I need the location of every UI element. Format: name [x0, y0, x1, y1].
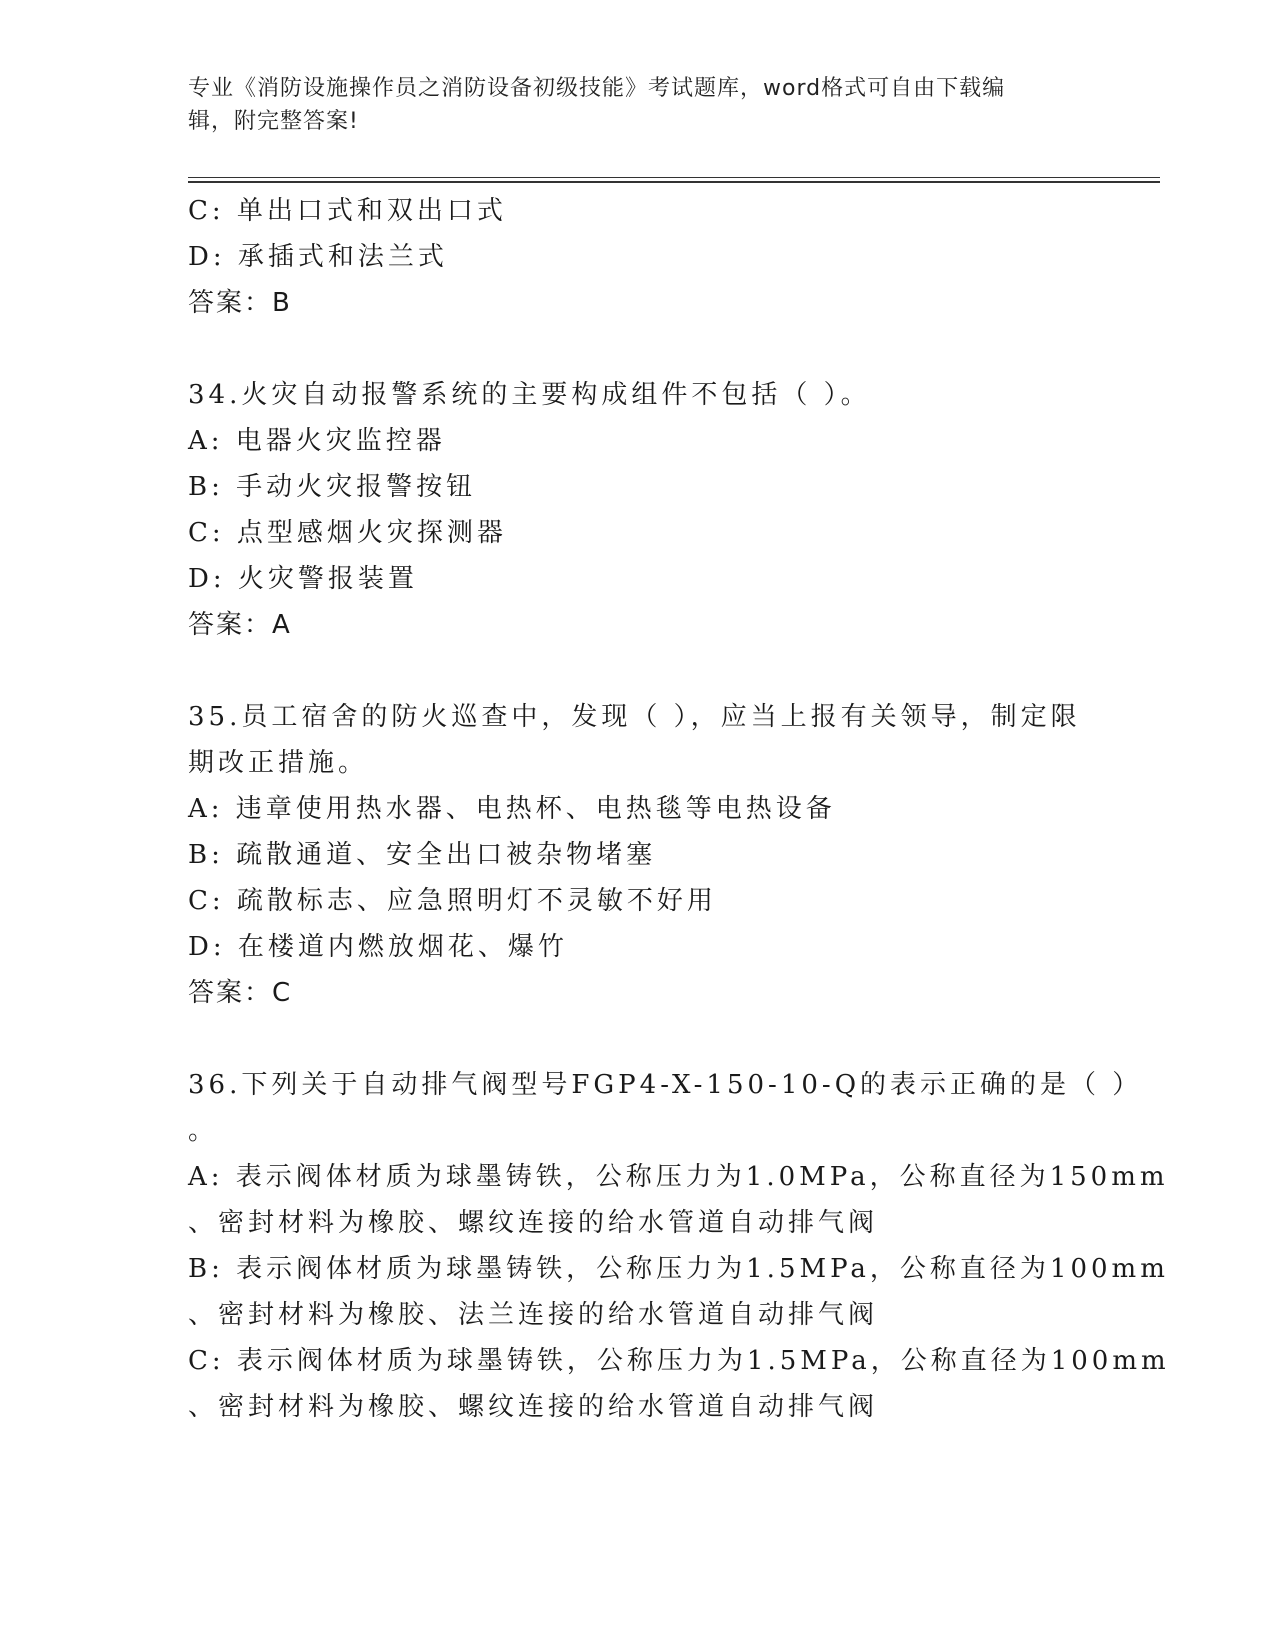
question-35 — [188, 694, 1088, 1016]
option-a: A: 违章使用热水器、电热杯、电热毯等电热设备 — [188, 794, 836, 824]
question-content — [188, 188, 1170, 1430]
question-stem-line-2: 。 — [188, 1116, 219, 1146]
spacer — [188, 1016, 1088, 1062]
header-line-1: 专业《消防设施操作员之消防设备初级技能》考试题库，word格式可自由下载编 — [188, 76, 1006, 101]
option-c-line-2: 、密封材料为橡胶、螺纹连接的给水管道自动排气阀 — [188, 1392, 879, 1422]
page-header — [188, 72, 1088, 138]
question-stem-line-1: 36.下列关于自动排气阀型号FGP4-X-150-10-Q的表示正确的是（ ） — [188, 1070, 1143, 1100]
option-c: C: 单出口式和双出口式 — [188, 196, 507, 226]
spacer — [188, 326, 1088, 372]
option-b-line-2: 、密封材料为橡胶、法兰连接的给水管道自动排气阀 — [188, 1300, 879, 1330]
answer-line: 答案：B — [188, 288, 292, 318]
option-d: D: 在楼道内燃放烟花、爆竹 — [188, 932, 568, 962]
option-c: C: 疏散标志、应急照明灯不灵敏不好用 — [188, 886, 717, 916]
answer-line: 答案：C — [188, 978, 293, 1008]
question-34 — [188, 372, 1088, 648]
header-line-2: 辑，附完整答案! — [188, 109, 359, 134]
question-stem: 34.火灾自动报警系统的主要构成组件不包括（ ）。 — [188, 380, 871, 410]
option-d: D: 承插式和法兰式 — [188, 242, 448, 272]
option-a: A: 电器火灾监控器 — [188, 426, 446, 456]
option-c: C: 点型感烟火灾探测器 — [188, 518, 507, 548]
option-b: B: 疏散通道、安全出口被杂物堵塞 — [188, 840, 657, 870]
question-stem-line-2: 期改正措施。 — [188, 748, 369, 778]
question-36 — [188, 1062, 1170, 1430]
option-a-line-1: A: 表示阀体材质为球墨铸铁，公称压力为1.0MPa，公称直径为150mm — [188, 1162, 1169, 1192]
spacer — [188, 648, 1088, 694]
option-b: B: 手动火灾报警按钮 — [188, 472, 477, 502]
option-b-line-1: B: 表示阀体材质为球墨铸铁，公称压力为1.5MPa，公称直径为100mm — [188, 1254, 1169, 1284]
option-d: D: 火灾警报装置 — [188, 564, 418, 594]
option-a-line-2: 、密封材料为橡胶、螺纹连接的给水管道自动排气阀 — [188, 1208, 879, 1238]
question-stem-line-1: 35.员工宿舍的防火巡查中，发现（ ），应当上报有关领导，制定限 — [188, 702, 1081, 732]
option-c-line-1: C: 表示阀体材质为球墨铸铁，公称压力为1.5MPa，公称直径为100mm — [188, 1346, 1170, 1376]
answer-line: 答案：A — [188, 610, 292, 640]
header-divider — [188, 177, 1160, 183]
